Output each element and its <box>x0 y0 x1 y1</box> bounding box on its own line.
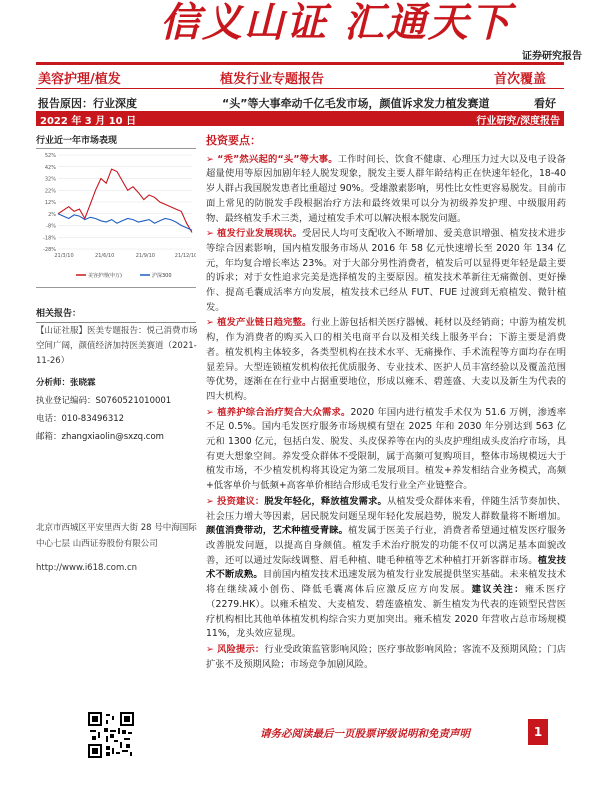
y-tick-label: 2% <box>48 211 56 218</box>
point-2: ➢ 植发行业发展现状。受居民人均可支配收入不断增加、爱美意识增强、植发技术进步等综合因素影响，国内植发服务市场从 2016 年 58 亿元快速增长至 2020 年 134 亿元，年均复合增长率达 23%。对于大部分男性消费者，植发后可以显得更年轻是最主要的诉求；对于女性追求完美是选择植发的主要原因。植发技术革新往无痛微创、更好操作、提高毛囊成活率方向发展，植发技术已经从 FUT、FUE 过渡到无痕植发、微针植发。 <box>206 228 566 313</box>
y-tick-label: -8% <box>46 223 56 230</box>
brand-slogan: 信义山证 汇通天下 <box>160 0 512 46</box>
analyst-name: 分析师：张晓霖 <box>36 378 96 388</box>
report-reason: 报告原因：行业深度 <box>38 97 137 110</box>
legend-label: 美容护理(申万) <box>88 273 122 279</box>
x-tick-label: 21/9/10 <box>135 253 155 259</box>
header-row <box>38 68 562 86</box>
report-name: 植发行业专题报告 <box>220 72 325 87</box>
header-divider <box>36 62 564 65</box>
point-6: ➢ 风险提示：行业受政策监管影响风险；医疗事故影响风险；客流不及预期风险；门店扩张不及预期风险；市场竞争加剧风险。 <box>206 643 566 670</box>
chart-title: 行业近一年市场表现 <box>36 136 118 146</box>
related-report-link[interactable]: 【山证社服】医美专题报告：悦己消费市场空间广阔，颜值经济加持医美赛道（2021-11-26） <box>36 326 198 366</box>
doc-class: 行业研究/深度报告 <box>476 116 560 127</box>
industry-view: 看好 <box>534 97 556 110</box>
header-thin-divider <box>36 88 564 89</box>
x-tick-label: 21/3/10 <box>54 253 74 259</box>
headline: “头”等大事牵动千亿毛发市场，颜值诉求发力植发赛道 <box>222 97 490 110</box>
y-tick-label: 32% <box>44 176 56 183</box>
section-title: 投资要点： <box>206 134 261 147</box>
address-text: 北京市西城区平安里西大街 28 号中海国际中心七层 山西证券股份有限公司 <box>36 523 197 549</box>
y-tick-label: 12% <box>44 200 56 206</box>
point-4: ➢ 植养护综合治疗契合大众需求。2020 年国内进行植发手术仅为 51.6 万例，渗透率不足 0.5%。国内毛发医疗服务市场规模有望在 2025 年和 2030 年分别达到 563 亿元和 1300 亿元，包括白发、脱发、头皮保养等在内的头皮护理组成头皮治疗市场，具有更大想象空间。养发受众群体不受限制，属于高频可复购项目，整体市场规模远大于植发市场，不少植发机构将其设定为第二发展项目。植发+养发相结合业务模式，高频+低客单价与低频+高客单价相结合形成毛发行业全产业链整合。 <box>206 406 566 492</box>
investment-highlights <box>206 134 566 673</box>
industry-category: 美容护理/植发 <box>38 72 121 87</box>
point-1: ➢ “秃”然兴起的“头”等大事。工作时间长、饮食不健康、心理压力过大以及电子设备超量使用等原因加剧年轻人脱发现象，脱发主要人群年龄结构正在快速年轻化，18-40 岁人群占我国脱发患者比重超过 90%。受雄激素影响，男性比女性更容易脱发。目前市面上常见的防脱发手段根据治疗方法和最终效果可以分为初级养发护理、中级服用药物、最终植发手术三类，通过植发手术可以解决根本脱发问题。 <box>206 153 566 224</box>
y-tick-label: 42% <box>44 164 56 171</box>
analyst-email[interactable]: 邮箱：zhangxiaolin@sxzq.com <box>36 432 164 442</box>
chart-svg <box>36 149 196 285</box>
analyst-license: 执业登记编码：S0760521010001 <box>36 396 172 406</box>
related-reports-title: 相关报告： <box>36 306 196 323</box>
point-3: ➢ 植发产业链日趋完整。行业上游包括相关医疗器械、耗材以及经销商；中游为植发机构，作为消费者的购买入口的相关电商平台以及相关线上服务平台；下游主要是消费者。植发机构主体较多，各类型机构在技术水平、无痛操作、手术流程等方面均存在明显差异。大型连锁植发机构依托优质服务、专业技术、医护人员丰富经验以及覆盖范围等优势，逐渐在在行业中占据重要地位，形成以雍禾、碧莲盛、大麦以及新生为代表的四大机构。 <box>206 317 566 402</box>
y-tick-label: 52% <box>44 153 56 159</box>
y-tick-label: 22% <box>44 188 56 195</box>
qr-code-icon <box>88 712 134 758</box>
analyst-phone: 电话：010-83496312 <box>36 414 125 424</box>
x-tick-label: 21/6/10 <box>95 253 115 259</box>
report-type: 证券研究报告 <box>522 51 582 62</box>
company-address <box>36 520 198 576</box>
point-5: ➢ 投资建议：脱发年轻化，释放植发需求。从植发受众群体来看，伴随生活节奏加快、社会压力增大等因素，居民脱发问题呈现年轻化发展趋势，脱发人群数量将不断增加。颜值消费带动，艺术种植受青睐。植发属于医美子行业，消费者希望通过植发医疗服务改善脱发问题，以提高自身颜值。植发手术治疗脱发的功能不仅可以满足基本面貌改善，还可以通过发际线调整、眉毛种植、睫毛种植等艺术种植打开新客群市场。植发技术不断成熟。目前国内植发技术迅速发展为植发行业发展提供坚实基础。未来植发技术将在继续减小创伤、降低毛囊离体后应激反应方向发展。建议关注：雍禾医疗（2279.HK）。以雍禾植发、大麦植发、碧莲盛植发、新生植发为代表的连锁型民营医疗机构相比其他单体植发机构综合实力更加突出。雍禾植发 2020 年营收占总市场规模 11%，龙头效应显现。 <box>206 495 566 640</box>
y-tick-label: -28% <box>43 247 56 253</box>
rating: 首次覆盖 <box>494 72 547 87</box>
website-link[interactable]: http://www.i618.com.cn <box>36 563 138 573</box>
page-number: 1 <box>528 719 548 745</box>
report-date: 2022 年 3 月 10 日 <box>40 116 137 127</box>
legend-label: 沪深300 <box>152 273 172 279</box>
disclaimer-notice: 请务必阅读最后一页股票评级说明和免责声明 <box>260 728 470 740</box>
y-tick-label: -18% <box>43 235 56 242</box>
series-line-1 <box>58 214 192 230</box>
x-tick-label: 21/12/10 <box>174 253 196 259</box>
date-bar <box>36 111 564 126</box>
market-chart <box>36 148 196 288</box>
